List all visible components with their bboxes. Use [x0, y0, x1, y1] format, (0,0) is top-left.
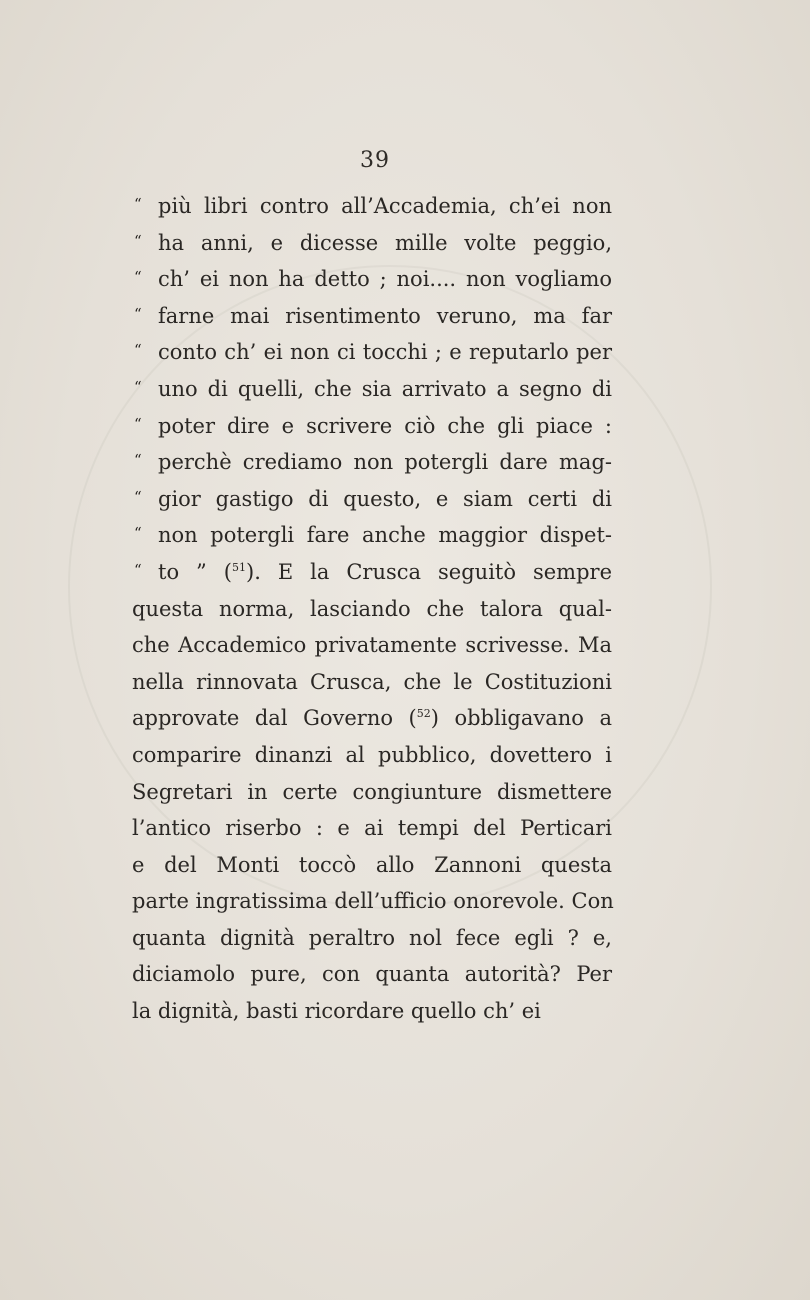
quotation-mark: “ — [134, 268, 142, 287]
text-line — [132, 408, 612, 445]
line-text: e del Monti toccò allo Zannoni questa — [132, 852, 612, 877]
quotation-mark: “ — [134, 451, 142, 470]
quotation-mark: “ — [134, 231, 142, 250]
text-line — [132, 700, 612, 737]
text-line — [132, 664, 612, 701]
quotation-mark: “ — [134, 377, 142, 396]
line-text: la dignità, basti ricordare quello ch’ ei — [132, 999, 541, 1024]
quotation-mark: “ — [134, 487, 142, 506]
line-text: l’antico riserbo : e ai tempi del Perticari — [132, 816, 612, 841]
quotation-mark: “ — [134, 195, 142, 213]
quotation-mark: “ — [134, 560, 142, 579]
text-line — [132, 298, 612, 335]
line-text: gior gastigo di questo, e siam certi di — [158, 486, 612, 511]
page-number: 39 — [360, 148, 390, 173]
line-text: conto ch’ ei non ci tocchi ; e reputarlo per — [158, 340, 612, 365]
text-line — [132, 774, 612, 811]
text-line — [132, 334, 612, 371]
text-line — [132, 847, 612, 884]
line-text: parte ingratissima dell’ufficio onorevole. Con — [132, 889, 614, 914]
text-line — [132, 261, 612, 298]
quotation-mark: “ — [134, 524, 142, 543]
text-line — [132, 554, 612, 591]
line-text: perchè crediamo non potergli dare mag- — [158, 450, 612, 475]
quotation-mark: “ — [134, 341, 142, 360]
quotation-mark: “ — [134, 304, 142, 323]
footnote-reference: 52 — [416, 707, 431, 721]
line-text: poter dire e scrivere ciò che gli piace : — [158, 413, 612, 438]
line-text: non potergli fare anche maggior dispet- — [158, 523, 612, 548]
text-line — [132, 883, 612, 920]
line-text: approvate dal Governo ($^{52}$) obbligavano a — [132, 706, 612, 731]
text-line — [132, 481, 612, 518]
text-line — [132, 444, 612, 481]
line-text: ha anni, e dicesse mille volte peggio, — [158, 230, 612, 255]
text-line — [132, 188, 612, 225]
text-line — [132, 737, 612, 774]
quotation-mark: “ — [134, 414, 142, 433]
text-line — [132, 225, 612, 262]
line-text: Segretari in certe congiunture dismettere — [132, 779, 612, 804]
line-text: to ” ($^{51}$). E la Crusca seguitò sempre — [158, 559, 612, 584]
line-text: più libri contro all’Accademia, ch’ei non — [158, 194, 612, 218]
text-line — [132, 591, 612, 628]
footnote-reference: 51 — [231, 560, 246, 574]
line-text: diciamolo pure, con quanta autorità? Per — [132, 962, 612, 987]
line-text: quanta dignità peraltro nol fece egli ? e, — [132, 925, 612, 950]
text-line — [132, 810, 612, 847]
line-text: farne mai risentimento veruno, ma far — [158, 303, 612, 328]
text-line — [132, 956, 612, 993]
text-line — [132, 920, 612, 957]
line-text: uno di quelli, che sia arrivato a segno di — [158, 376, 612, 401]
text-line — [132, 627, 612, 664]
text-line — [132, 517, 612, 554]
body-text — [132, 188, 612, 1030]
line-text: nella rinnovata Crusca, che le Costituzioni — [132, 669, 612, 694]
text-line — [132, 993, 612, 1030]
line-text: comparire dinanzi al pubblico, dovettero i — [132, 742, 612, 767]
text-line — [132, 371, 612, 408]
line-text: che Accademico privatamente scrivesse. Ma — [132, 633, 612, 658]
line-text: questa norma, lasciando che talora qual- — [132, 596, 612, 621]
line-text: ch’ ei non ha detto ; noi.... non vogliamo — [158, 267, 612, 292]
